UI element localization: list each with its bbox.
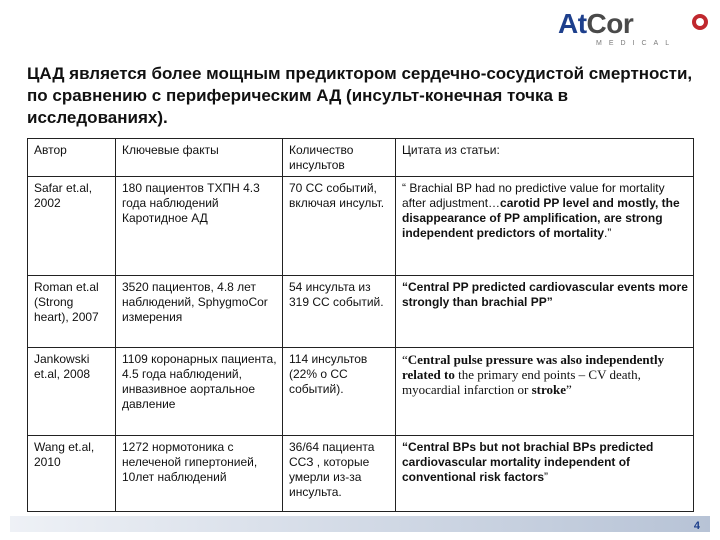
strokes-cell: 36/64 пациента ССЗ , которые умерли из-за инсульта. <box>283 436 396 512</box>
logo-subtitle: MEDICAL <box>596 40 677 47</box>
atcor-medical-logo <box>558 8 708 50</box>
table-row <box>28 436 694 512</box>
header-strokes: Количество инсультов <box>283 139 396 177</box>
facts-cell: 3520 пациентов, 4.8 лет наблюдений, SphygmoCor измерения <box>116 276 283 348</box>
table-row <box>28 348 694 436</box>
quote-cell <box>396 276 694 348</box>
header-facts: Ключевые факты <box>116 139 283 177</box>
header-author: Автор <box>28 139 116 177</box>
logo-mark-icon <box>692 14 708 30</box>
author-cell: Jankowski et.al, 2008 <box>28 348 116 436</box>
author-cell: Wang et.al, 2010 <box>28 436 116 512</box>
page-number: 4 <box>693 520 700 532</box>
facts-cell: 1272 нормотоника с нелеченой гипертонией, 10лет наблюдений <box>116 436 283 512</box>
table-row <box>28 177 694 276</box>
logo-wordmark <box>558 8 633 40</box>
quote-close: ” <box>566 382 572 397</box>
slide-title: ЦАД является более мощным предиктором сердечно-сосудистой смертности, по сравнению с периферическим АД (инсульт-конечная точка в исследованиях). <box>27 64 693 127</box>
quote-cell <box>396 177 694 276</box>
quote-cell <box>396 436 694 512</box>
logo-cor: Cor <box>586 8 634 39</box>
facts-cell: 1109 коронарных пациента, 4.5 года наблюдений, инвазивное аортальное давление <box>116 348 283 436</box>
table-header-row <box>28 139 694 177</box>
quote-text: the primary end points – CV death, myocardial infarction or <box>402 367 641 397</box>
quote-bold-text: “Central BPs but not brachial BPs predicted cardiovascular mortality independent of conventional risk factors <box>402 440 654 484</box>
strokes-cell: 114 инсультов (22% о СС событий). <box>283 348 396 436</box>
strokes-cell: 70 СС событий, включая инсульт. <box>283 177 396 276</box>
quote-text: “ Brachial BP had no predictive value for mortality after adjustment… <box>402 181 665 210</box>
quote-cell <box>396 348 694 436</box>
slide-title-block <box>27 63 697 129</box>
author-cell: Safar et.al, 2002 <box>28 177 116 276</box>
header-quote: Цитата из статьи: <box>396 139 694 177</box>
table-row <box>28 276 694 348</box>
studies-table <box>27 138 694 512</box>
quote-end: .” <box>604 226 612 240</box>
quote-bold-text: Central pulse pressure was also independently related to <box>402 352 665 382</box>
logo-at: At <box>558 8 587 39</box>
quote-open: “ <box>402 352 408 367</box>
quote-end: ” <box>544 470 549 484</box>
quote-bold-text: “Central PP predicted cardiovascular events more strongly than brachial PP” <box>402 280 688 309</box>
strokes-cell: 54 инсульта из 319 СС событий. <box>283 276 396 348</box>
facts-cell: 180 пациентов ТХПН 4.3 года наблюдений Каротидное АД <box>116 177 283 276</box>
quote-bold-text-2: stroke <box>531 382 567 397</box>
quote-bold-text: carotid PP level and mostly, the disappearance of PP amplification, are strong independent predictors of mortality <box>402 196 680 240</box>
author-cell: Roman et.al (Strong heart), 2007 <box>28 276 116 348</box>
footer-bar <box>10 516 710 532</box>
